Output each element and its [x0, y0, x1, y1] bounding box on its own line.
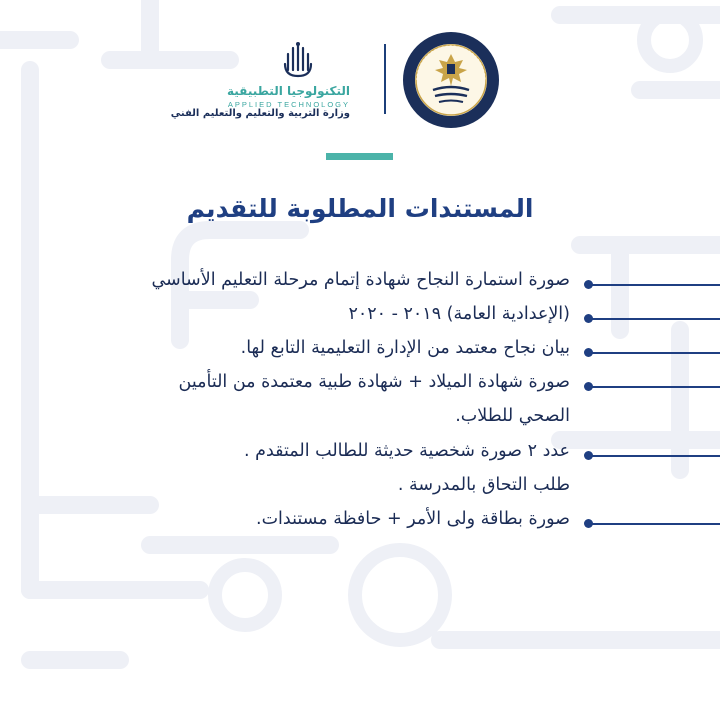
bullet-dot: [584, 280, 593, 289]
bullet-line: [588, 318, 720, 320]
list-item: صورة استمارة النجاح شهادة إتمام مرحلة التعليم الأساسي: [151, 270, 570, 290]
bullet-dot: [584, 519, 593, 528]
bullet-line: [588, 284, 720, 286]
bullet-line: [588, 352, 720, 354]
bullet-line: [588, 523, 720, 525]
bullet-line: [588, 386, 720, 388]
list-item: (الإعدادية العامة) ٢٠١٩ - ٢٠٢٠: [348, 304, 570, 324]
list-item: الصحي للطلاب.: [455, 406, 570, 426]
bullet-dot: [584, 348, 593, 357]
bullet-dot: [584, 382, 593, 391]
page-title: المستندات المطلوبة للتقديم: [186, 194, 534, 223]
ministry-name-text: وزارة التربية والتعليم والتعليم الفني: [170, 108, 350, 119]
list-item: صورة بطاقة ولى الأمر + حافظة مستندات.: [256, 509, 570, 529]
bullet-line: [588, 455, 720, 457]
bullet-dot: [584, 451, 593, 460]
applied-technology-english-text: APPLIED TECHNOLOGY: [227, 100, 350, 109]
list-item: صورة شهادة الميلاد + شهادة طبية معتمدة من التأمين: [178, 372, 570, 392]
list-item: بيان نجاح معتمد من الإدارة التعليمية التابع لها.: [240, 338, 570, 358]
bullet-dot: [584, 314, 593, 323]
list-item: عدد ٢ صورة شخصية حديثة للطالب المتقدم .: [244, 441, 570, 461]
applied-technology-arabic-text: التكنولوجيا التطبيقية: [227, 84, 350, 98]
list-item: طلب التحاق بالمدرسة .: [397, 475, 570, 495]
